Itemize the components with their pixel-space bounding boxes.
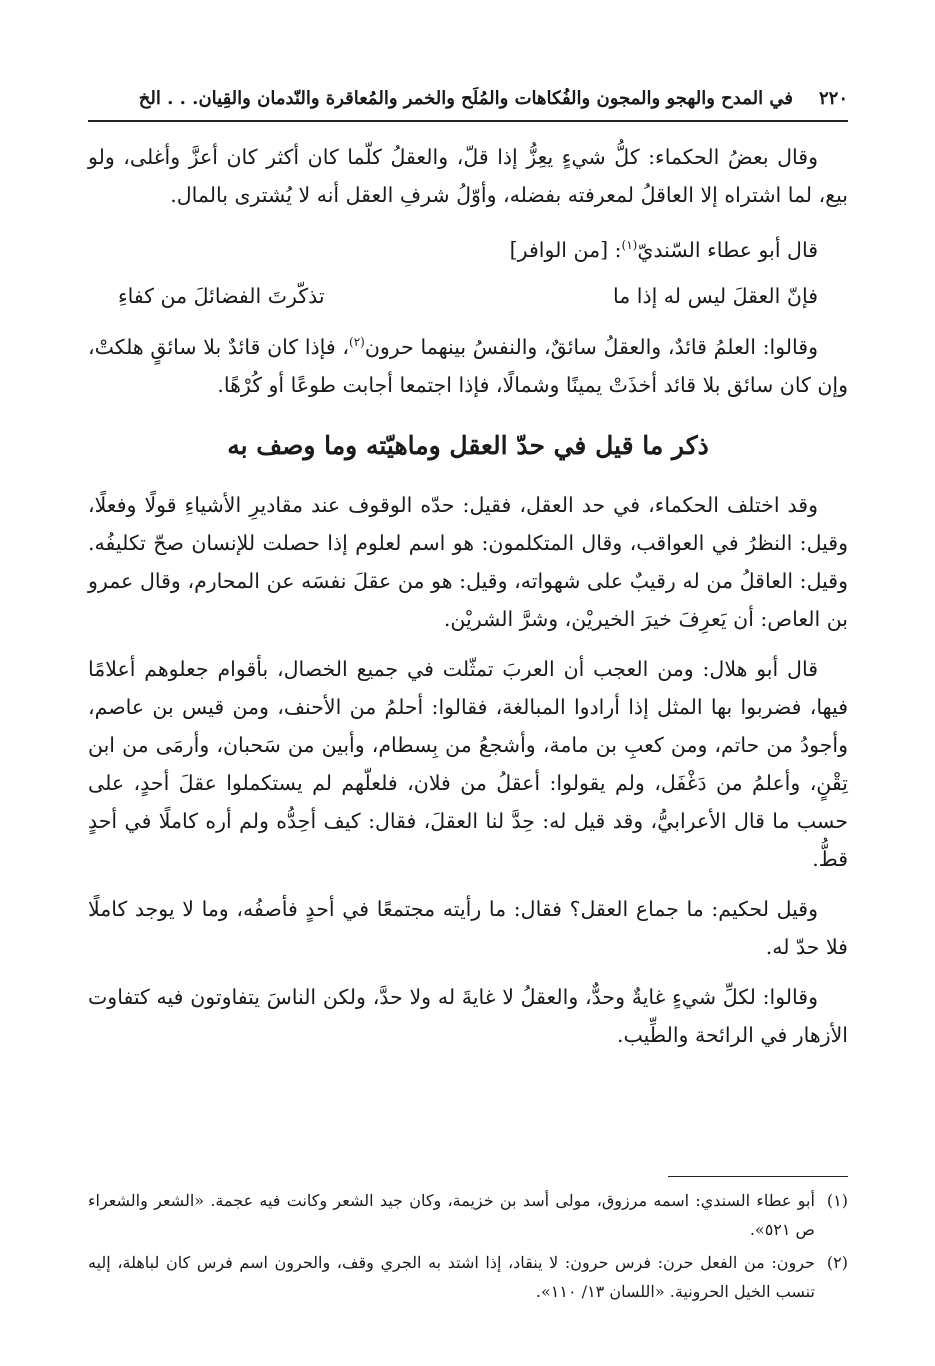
- paragraph-5: وقيل لحكيم: ما جماع العقل؟ فقال: ما رأيته مجتمعًا في أحدٍ فأصفُه، وما لا يوجد كاملًا فلا حدّ له.: [88, 896, 848, 959]
- footnote-number: (٢): [826, 1253, 848, 1272]
- header-rule: [88, 120, 848, 122]
- footnote-item: [88, 1248, 848, 1306]
- verse-line: [88, 277, 848, 315]
- page-header: [88, 82, 848, 114]
- paragraph-2: [88, 323, 848, 404]
- main-text: [88, 138, 848, 1054]
- attribution-text: قال أبو عطاء السّنديّ: [637, 237, 818, 262]
- section-heading: ذكر ما قيل في حدّ العقل وماهيّته وما وصف به: [227, 430, 709, 460]
- footnote-rule: [668, 1176, 848, 1177]
- footnotes: [88, 1186, 848, 1310]
- footnote-ref-1[interactable]: (١): [621, 238, 638, 252]
- running-title: في المدح والهجو والمجون والفُكاهات والمُلَح والخمر والمُعاقرة والنّدمان والقِيان. . . الخ: [138, 87, 793, 109]
- footnote-text: أبو عطاء السندي: اسمه مرزوق، مولى أسد بن خزيمة، وكان جيد الشعر وكانت فيه عجمة. «الشعر والشعراء ص ٥٢١».: [88, 1191, 815, 1239]
- footnote-text: حرون: من الفعل حرن: فرس حرون: لا ينقاد، إذا اشتد به الجري وقف، والحرون اسم فرس كان لباهلة، إليه تنسب الخيل الحرونية. «اللسان ١٣/ ١١٠».: [88, 1253, 815, 1301]
- verse-second-hemistich: تذكّرتَ الفضائلَ من كفاءِ: [118, 283, 325, 308]
- paragraph-1: وقال بعضُ الحكماء: كلُّ شيءٍ يعِزُّ إذا قلّ، والعقلُ كلّما كان أكثر كان أعزَّ وأغلى، ولو بيع، لما اشتراه إلا العاقلُ لمعرفته بفضله، وأوّلُ شرفِ العقل أنه لا يُشترى بالمال.: [88, 145, 848, 207]
- paragraph-6: وقالوا: لكلِّ شيءٍ غايةٌ وحدٌّ، والعقلُ لا غايةَ له ولا حدَّ، ولكن الناسَ يتفاوتون فيه كتفاوت الأزهار في الرائحة والطِّيب.: [88, 984, 848, 1047]
- paragraph-4: قال أبو هلال: ومن العجب أن العربَ تمثّلت في جميع الخصال، بأقوام جعلوهم أعلامًا فيها، فضربوا بها المثل إذا أرادوا المبالغة، فقالوا: أحلمُ من الأحنف، ومن قيس بن عاصم، وأجودُ من حاتم، ومن كعبِ بن مامة، وأشجعُ من بِسطام، وأبين من سَحبان، وأرمَى من ابن تِقْنٍ، وأعلمُ من دَغْفَل، ولم يقولوا: أعقلُ من فلان، فلعلّهم لم يستكملوا عقلَ أحدٍ، على حسب ما قال الأعرابيُّ، وقد قيل له: حِدَّ لنا العقلَ، فقال: كيف أحِدُّه ولم أره كاملًا في أحدٍ قطُّ.: [88, 656, 848, 871]
- paragraph-2-part-a: وقالوا: العلمُ قائدٌ، والعقلُ سائقٌ، والنفسُ بينهما حرون: [364, 334, 818, 359]
- page-number: ٢٢٠: [818, 87, 848, 109]
- footnote-item: [88, 1186, 848, 1244]
- verse-first-hemistich: فإنّ العقلَ ليس له إذا ما: [613, 283, 818, 308]
- footnote-ref-2[interactable]: (٢): [349, 334, 365, 349]
- attribution-meter: : [من الوافر]: [509, 237, 622, 262]
- footnote-number: (١): [826, 1191, 848, 1210]
- paragraph-2-part-b: ، فإذا كان قائدٌ بلا سائقٍ هلكتْ، وإن كان سائق بلا قائد أخذَتْ يمينًا وشمالًا، فإذا اجتمعا أجابت طوعًا أو كُرْهًا.: [88, 334, 848, 397]
- paragraph-3: وقد اختلف الحكماء، في حد العقل، فقيل: حدّه الوقوف عند مقاديرِ الأشياءِ قولًا وفعلًا، وقيل: النظرُ في العواقب، وقال المتكلمون: هو اسم لعلوم إذا حصلت للإنسان صحّ تكليفُه. وقيل: العاقلُ من له رقيبٌ على شهواته، وقيل: هو من عقلَ نفسَه عن المحارم، وقال عمرو بن العاص: أن يَعرِفَ خيرَ الخيريْن، وشرَّ الشريْن.: [88, 492, 848, 631]
- verse-attribution: [88, 226, 848, 269]
